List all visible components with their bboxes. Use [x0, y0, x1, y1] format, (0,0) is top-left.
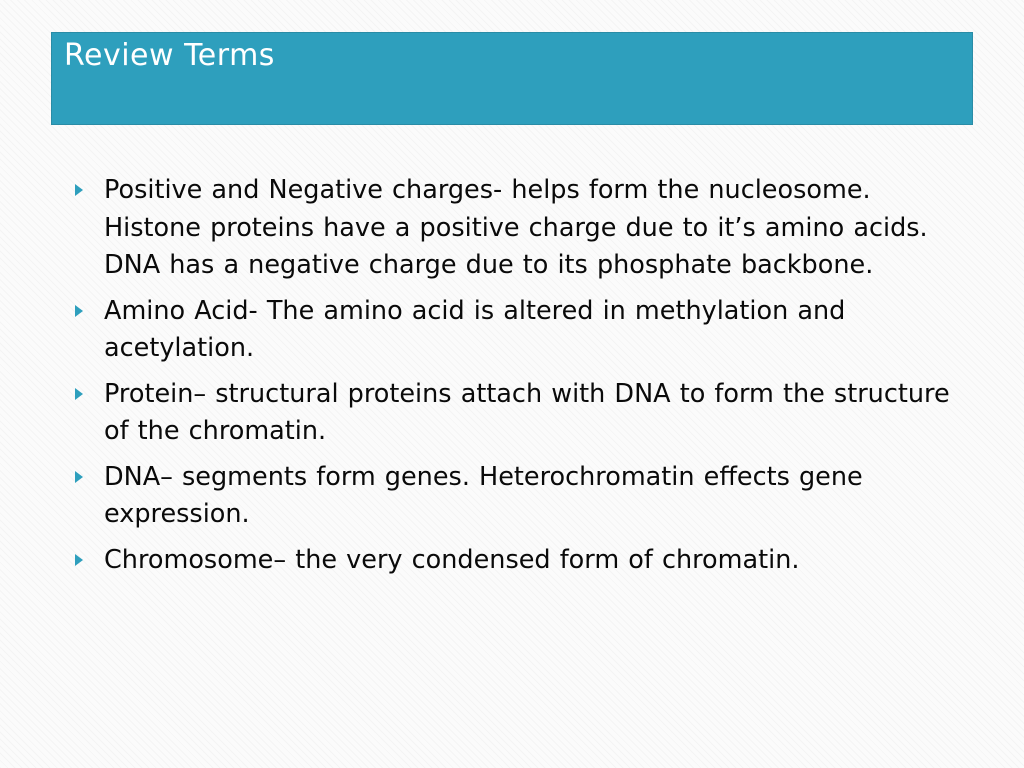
- slide-title: Review Terms: [64, 38, 275, 73]
- title-bar: [51, 32, 973, 125]
- bullet-item-amino-acid: [72, 293, 972, 368]
- triangle-right-icon: [75, 305, 83, 317]
- bullet-text: Positive and Negative charges- helps form the nucleosome. Histone proteins have a positive charge due to it’s amino acids. DNA has a negative charge due to its phosphate backbone.: [104, 175, 928, 280]
- bullet-item-protein: [72, 376, 972, 451]
- bullet-text: Amino Acid- The amino acid is altered in methylation and acetylation.: [104, 295, 846, 363]
- triangle-right-icon: [75, 554, 83, 566]
- bullet-text: Chromosome– the very condensed form of chromatin.: [104, 544, 800, 575]
- bullet-item-charges: [72, 172, 972, 285]
- bullet-item-chromosome: [72, 542, 972, 580]
- bullet-text: Protein– structural proteins attach with DNA to form the structure of the chromatin.: [104, 378, 950, 446]
- bullet-text: DNA– segments form genes. Heterochromatin effects gene expression.: [104, 461, 863, 529]
- bullet-item-dna: [72, 459, 972, 534]
- bullet-list: [72, 172, 972, 587]
- triangle-right-icon: [75, 184, 83, 196]
- triangle-right-icon: [75, 388, 83, 400]
- triangle-right-icon: [75, 471, 83, 483]
